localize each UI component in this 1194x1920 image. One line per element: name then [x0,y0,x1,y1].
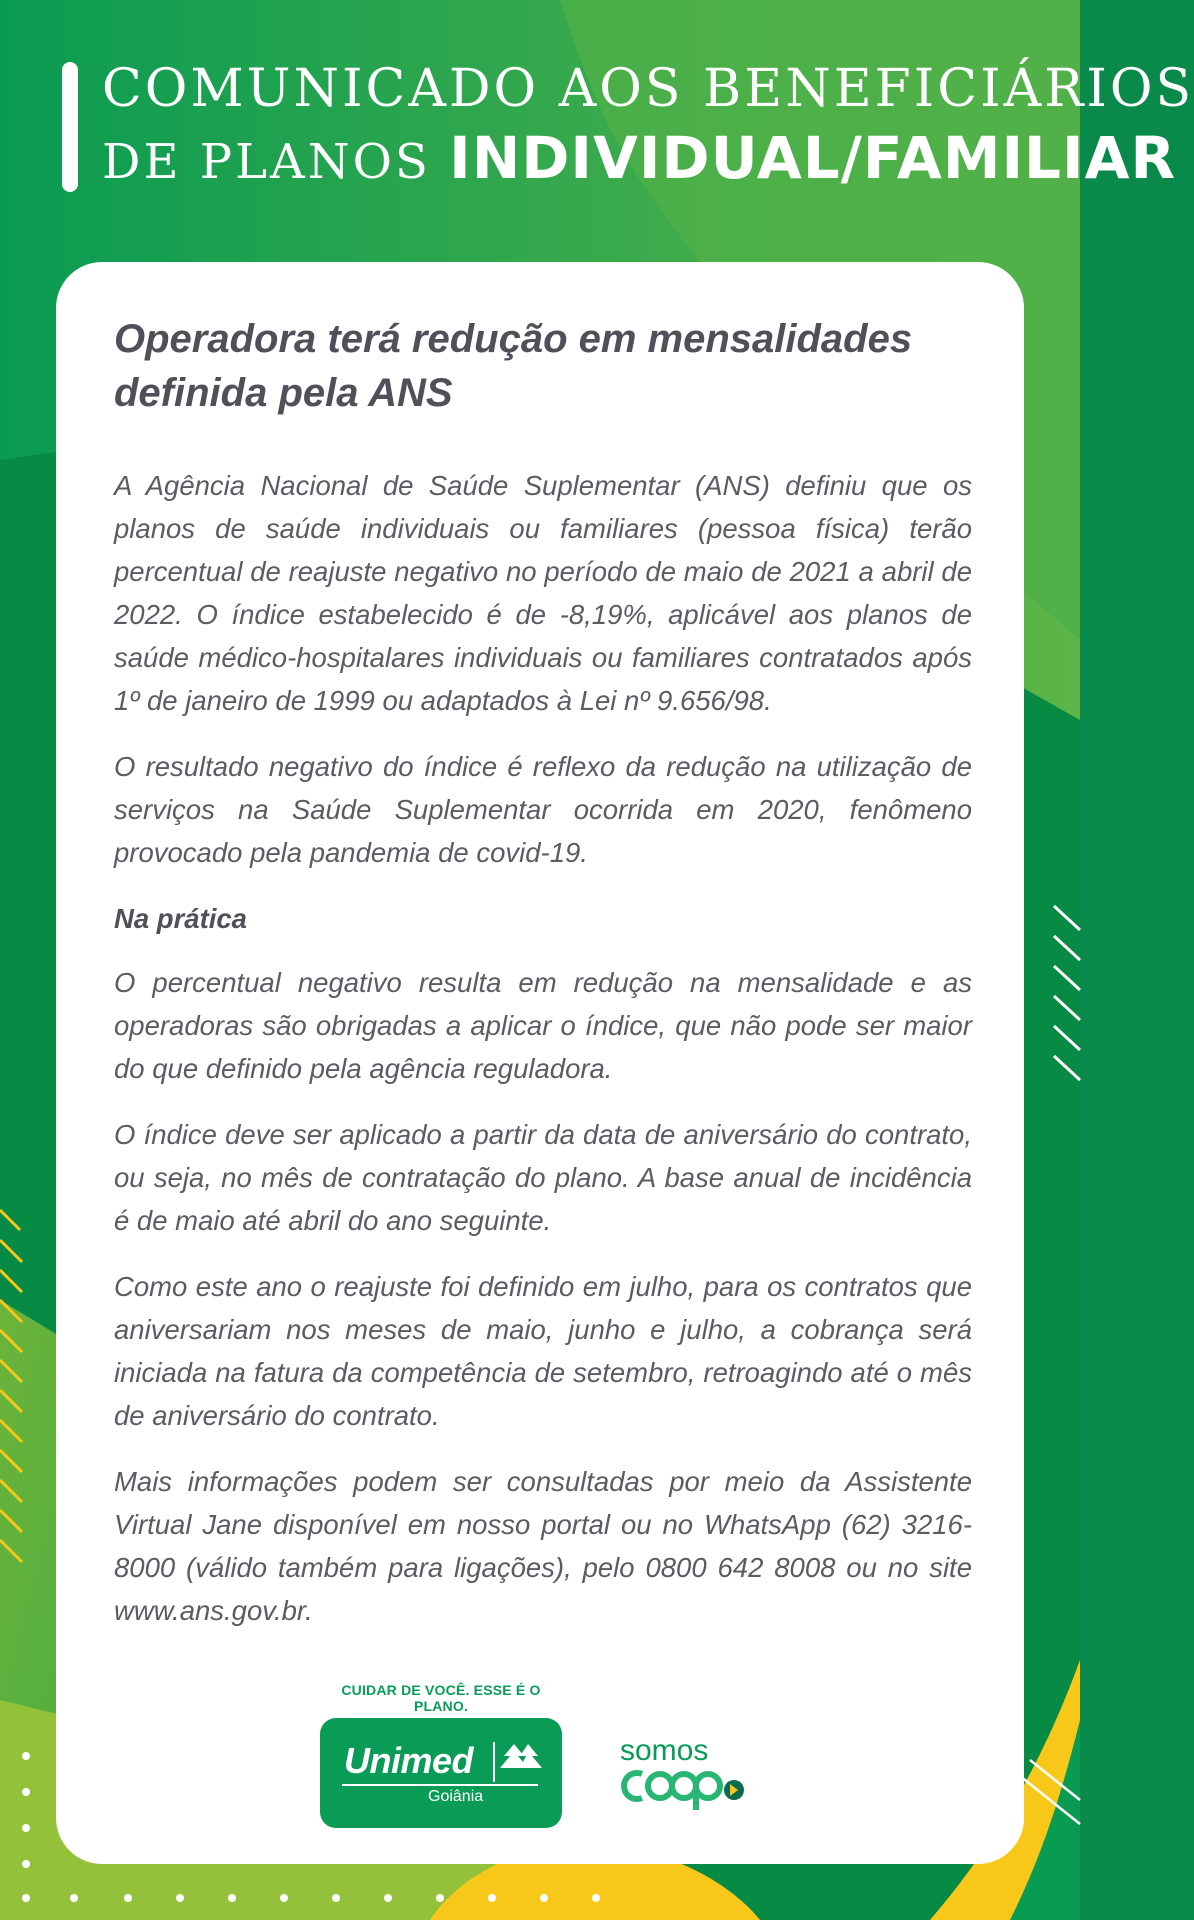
brand-tagline: CUIDAR DE VOCÊ. ESSE É O PLANO. [341,1682,541,1714]
page-title [102,56,1194,210]
unimed-logo [320,1718,562,1828]
paragraph-2: O resultado negativo do índice é reflexo da redução na utilização de serviços na Saúde Suplementar ocorrida em 2020, fenômeno provocado pela pandemia de covid-19. [114,751,972,868]
paragraph-3: O percentual negativo resulta em redução na mensalidade e as operadoras são obrigadas a aplicar o índice, que não pode ser maior do que definido pela agência reguladora. [114,967,972,1084]
subheading-na-pratica: Na prática [114,903,247,934]
unimed-city: Goiânia [428,1788,484,1805]
title-line-2-regular: DE PLANOS [102,134,450,190]
paragraph-6: Mais informações podem ser consultadas por meio da Assistente Virtual Jane disponível em nosso portal ou no WhatsApp (62) 3216-8000 (válido também para ligações), pelo 0800 642 8008 ou no site www.ans.gov.br. [114,1466,972,1626]
title-accent-bar [62,62,78,192]
article-body [114,464,972,1655]
unimed-divider [342,1784,538,1786]
somos-coop-logo [618,1734,768,1814]
title-line-2 [102,122,1194,210]
coop-wordmark-icon [618,1762,768,1812]
title-line-2-bold: INDIVIDUAL/FAMILIAR [449,124,1177,192]
title-line-1: COMUNICADO AOS BENEFICIÁRIOS [102,59,1194,119]
somos-text: somos [620,1734,709,1767]
unimed-tree-icon [490,1742,542,1782]
paragraph-5: Como este ano o reajuste foi definido em julho, para os contratos que aniversariam nos meses de maio, junho e julho, a cobrança será iniciada na fatura da competência de setembro, retroagindo até o mês de aniversário do contrato. [114,1271,972,1431]
unimed-wordmark: Unimed [344,1740,474,1781]
paragraph-4: O índice deve ser aplicado a partir da data de aniversário do contrato, ou seja, no mês de contratação do plano. A base anual de incidência é de maio até abril do ano seguinte. [114,1119,972,1236]
paragraph-1: A Agência Nacional de Saúde Suplementar (ANS) definiu que os planos de saúde individuais ou familiares (pessoa física) terão percentual de reajuste negativo no período de maio de 2021 a abril de 2022. O índice estabelecido é de -8,19%, aplicável aos planos de saúde médico-hospitalares individuais ou familiares contratados após 1º de janeiro de 1999 ou adaptados à Lei nº 9.656/98. [114,470,972,716]
article-heading: Operadora terá redução em mensalidades definida pela ANS [114,317,913,415]
